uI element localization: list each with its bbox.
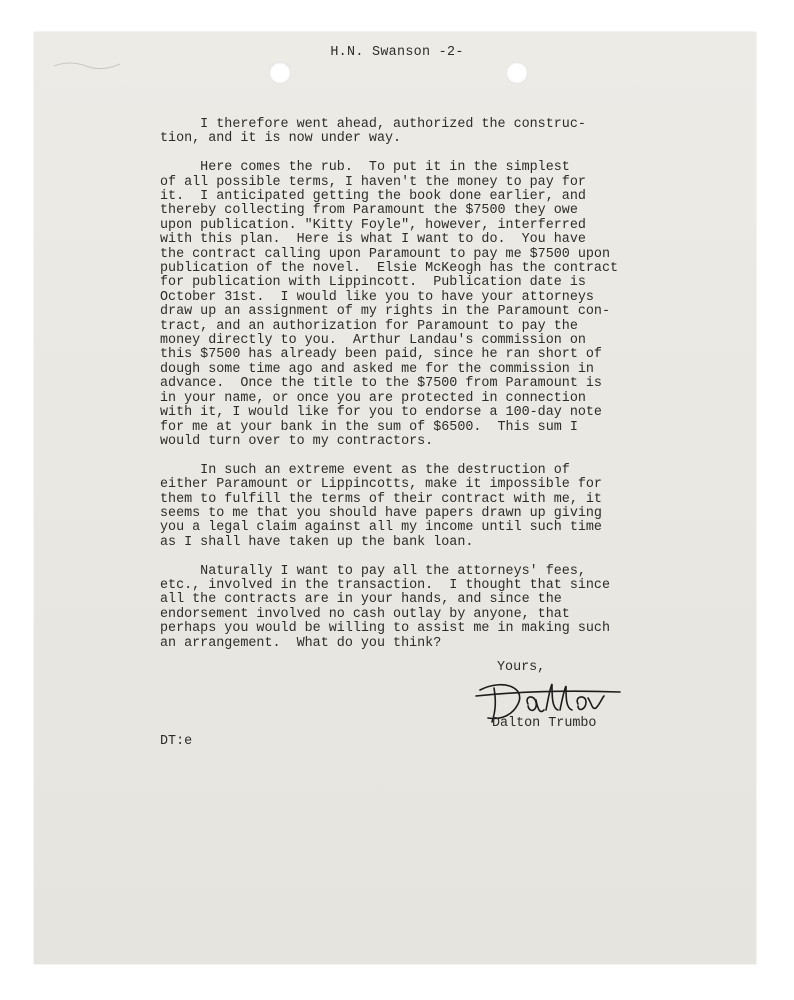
text-line: perhaps you would be willing to assist me in making such: [160, 621, 610, 637]
paragraph: [160, 464, 660, 550]
paragraph: [160, 565, 660, 651]
text-line: thereby collecting from Paramount the $7500 they owe: [160, 203, 578, 219]
text-line: the contract calling upon Paramount to pay me $7500 upon: [160, 246, 610, 262]
text-line: tract, and an authorization for Paramount to pay the: [160, 318, 578, 334]
text-line: them to fulfill the terms of their contract with me, it: [160, 491, 602, 507]
text-line: endorsement involved no cash outlay by anyone, that: [160, 606, 570, 622]
text-line: of all possible terms, I haven't the money to pay for: [160, 174, 586, 190]
text-line: for me at your bank in the sum of $6500. This sum I: [160, 419, 578, 435]
text-line: In such an extreme event as the destruction of: [160, 462, 570, 478]
text-line: with it, I would like for you to endorse a 100-day note: [160, 405, 602, 421]
text-line: advance. Once the title to the $7500 from Paramount is: [160, 376, 602, 392]
text-line: with this plan. Here is what I want to do. You have: [160, 232, 586, 248]
text-line: dough some time ago and asked me for the commission in: [160, 361, 594, 377]
punch-hole-right: [506, 62, 528, 84]
text-line: for publication with Lippincott. Publication date is: [160, 275, 586, 291]
punch-hole-left: [269, 62, 291, 84]
letter-body: [160, 118, 660, 665]
text-line: tion, and it is now under way.: [160, 131, 402, 147]
closing: Yours,: [497, 660, 546, 675]
text-line: Here comes the rub. To put it in the simplest: [160, 160, 570, 176]
text-line: draw up an assignment of my rights in the Paramount con-: [160, 304, 610, 320]
text-line: in your name, or once you are protected in connection: [160, 390, 586, 406]
text-line: publication of the novel. Elsie McKeogh has the contract: [160, 261, 619, 277]
text-line: as I shall have taken up the bank loan.: [160, 534, 474, 550]
text-line: it. I anticipated getting the book done earlier, and: [160, 189, 586, 205]
text-line: all the contracts are in your hands, and since the: [160, 592, 562, 608]
typist-initials: DT:e: [160, 734, 193, 749]
text-line: you a legal claim against all my income until such time: [160, 520, 602, 536]
signer-name: Dalton Trumbo: [492, 716, 597, 731]
text-line: this $7500 has already been paid, since he ran short of: [160, 347, 602, 363]
paragraph: [160, 118, 660, 147]
text-line: Naturally I want to pay all the attorneys' fees,: [160, 563, 586, 579]
text-line: seems to me that you should have papers drawn up giving: [160, 505, 602, 521]
text-line: I therefore went ahead, authorized the construc-: [160, 117, 586, 132]
text-line: etc., involved in the transaction. I thought that since: [160, 577, 610, 593]
text-line: would turn over to my contractors.: [160, 433, 434, 449]
text-line: October 31st. I would like you to have your attorneys: [160, 289, 594, 305]
text-line: upon publication. "Kitty Foyle", however, interferred: [160, 217, 586, 233]
page-header: H.N. Swanson -2-: [330, 45, 464, 60]
text-line: money directly to you. Arthur Landau's commission on: [160, 333, 586, 349]
text-line: an arrangement. What do you think?: [160, 635, 442, 651]
paragraph: [160, 161, 660, 449]
text-line: either Paramount or Lippincotts, make it impossible for: [160, 477, 602, 493]
